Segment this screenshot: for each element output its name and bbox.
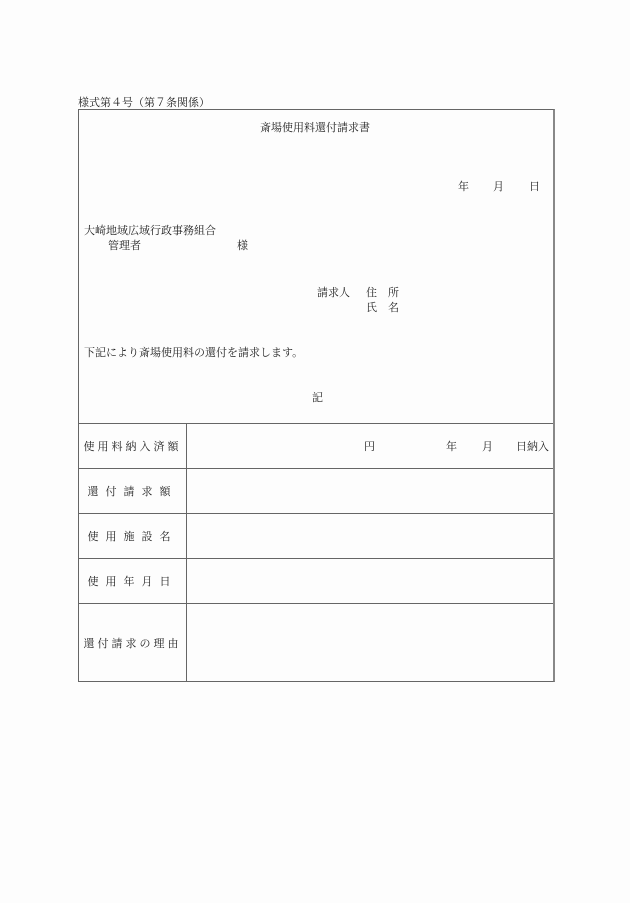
column-divider xyxy=(186,423,187,681)
date-day: 日 xyxy=(529,180,540,193)
address-label: 住 所 xyxy=(366,286,399,299)
field-paid-day: 日納入 xyxy=(516,440,549,453)
field-paid-yen: 円 xyxy=(364,440,375,453)
date-month: 月 xyxy=(493,180,504,193)
addressee-organization: 大崎地域広域行政事務組合 xyxy=(84,224,216,237)
name-label: 氏 名 xyxy=(366,301,399,314)
date-year: 年 xyxy=(458,180,469,193)
requester-label: 請求人 xyxy=(317,286,350,299)
addressee-honorific: 様 xyxy=(237,239,248,252)
row-label-use-date: 使用年月日 xyxy=(87,574,178,588)
form-title: 斎場使用料還付請求書 xyxy=(260,121,370,134)
request-form xyxy=(78,109,555,682)
row-label-refund-amount: 還付請求額 xyxy=(87,484,178,498)
field-paid-year: 年 xyxy=(446,440,457,453)
addressee-position: 管理者 xyxy=(108,239,141,252)
field-paid-month: 月 xyxy=(482,440,493,453)
row-label-facility-name: 使用施設名 xyxy=(87,529,178,543)
row-label-paid-amount: 使用料納入済額 xyxy=(83,439,182,453)
form-number: 様式第４号（第７条関係） xyxy=(78,96,210,109)
row-label-refund-reason: 還付請求の理由 xyxy=(83,636,182,650)
statement: 下記により斎場使用料の還付を請求します。 xyxy=(84,346,304,359)
ki-label: 記 xyxy=(312,391,323,404)
